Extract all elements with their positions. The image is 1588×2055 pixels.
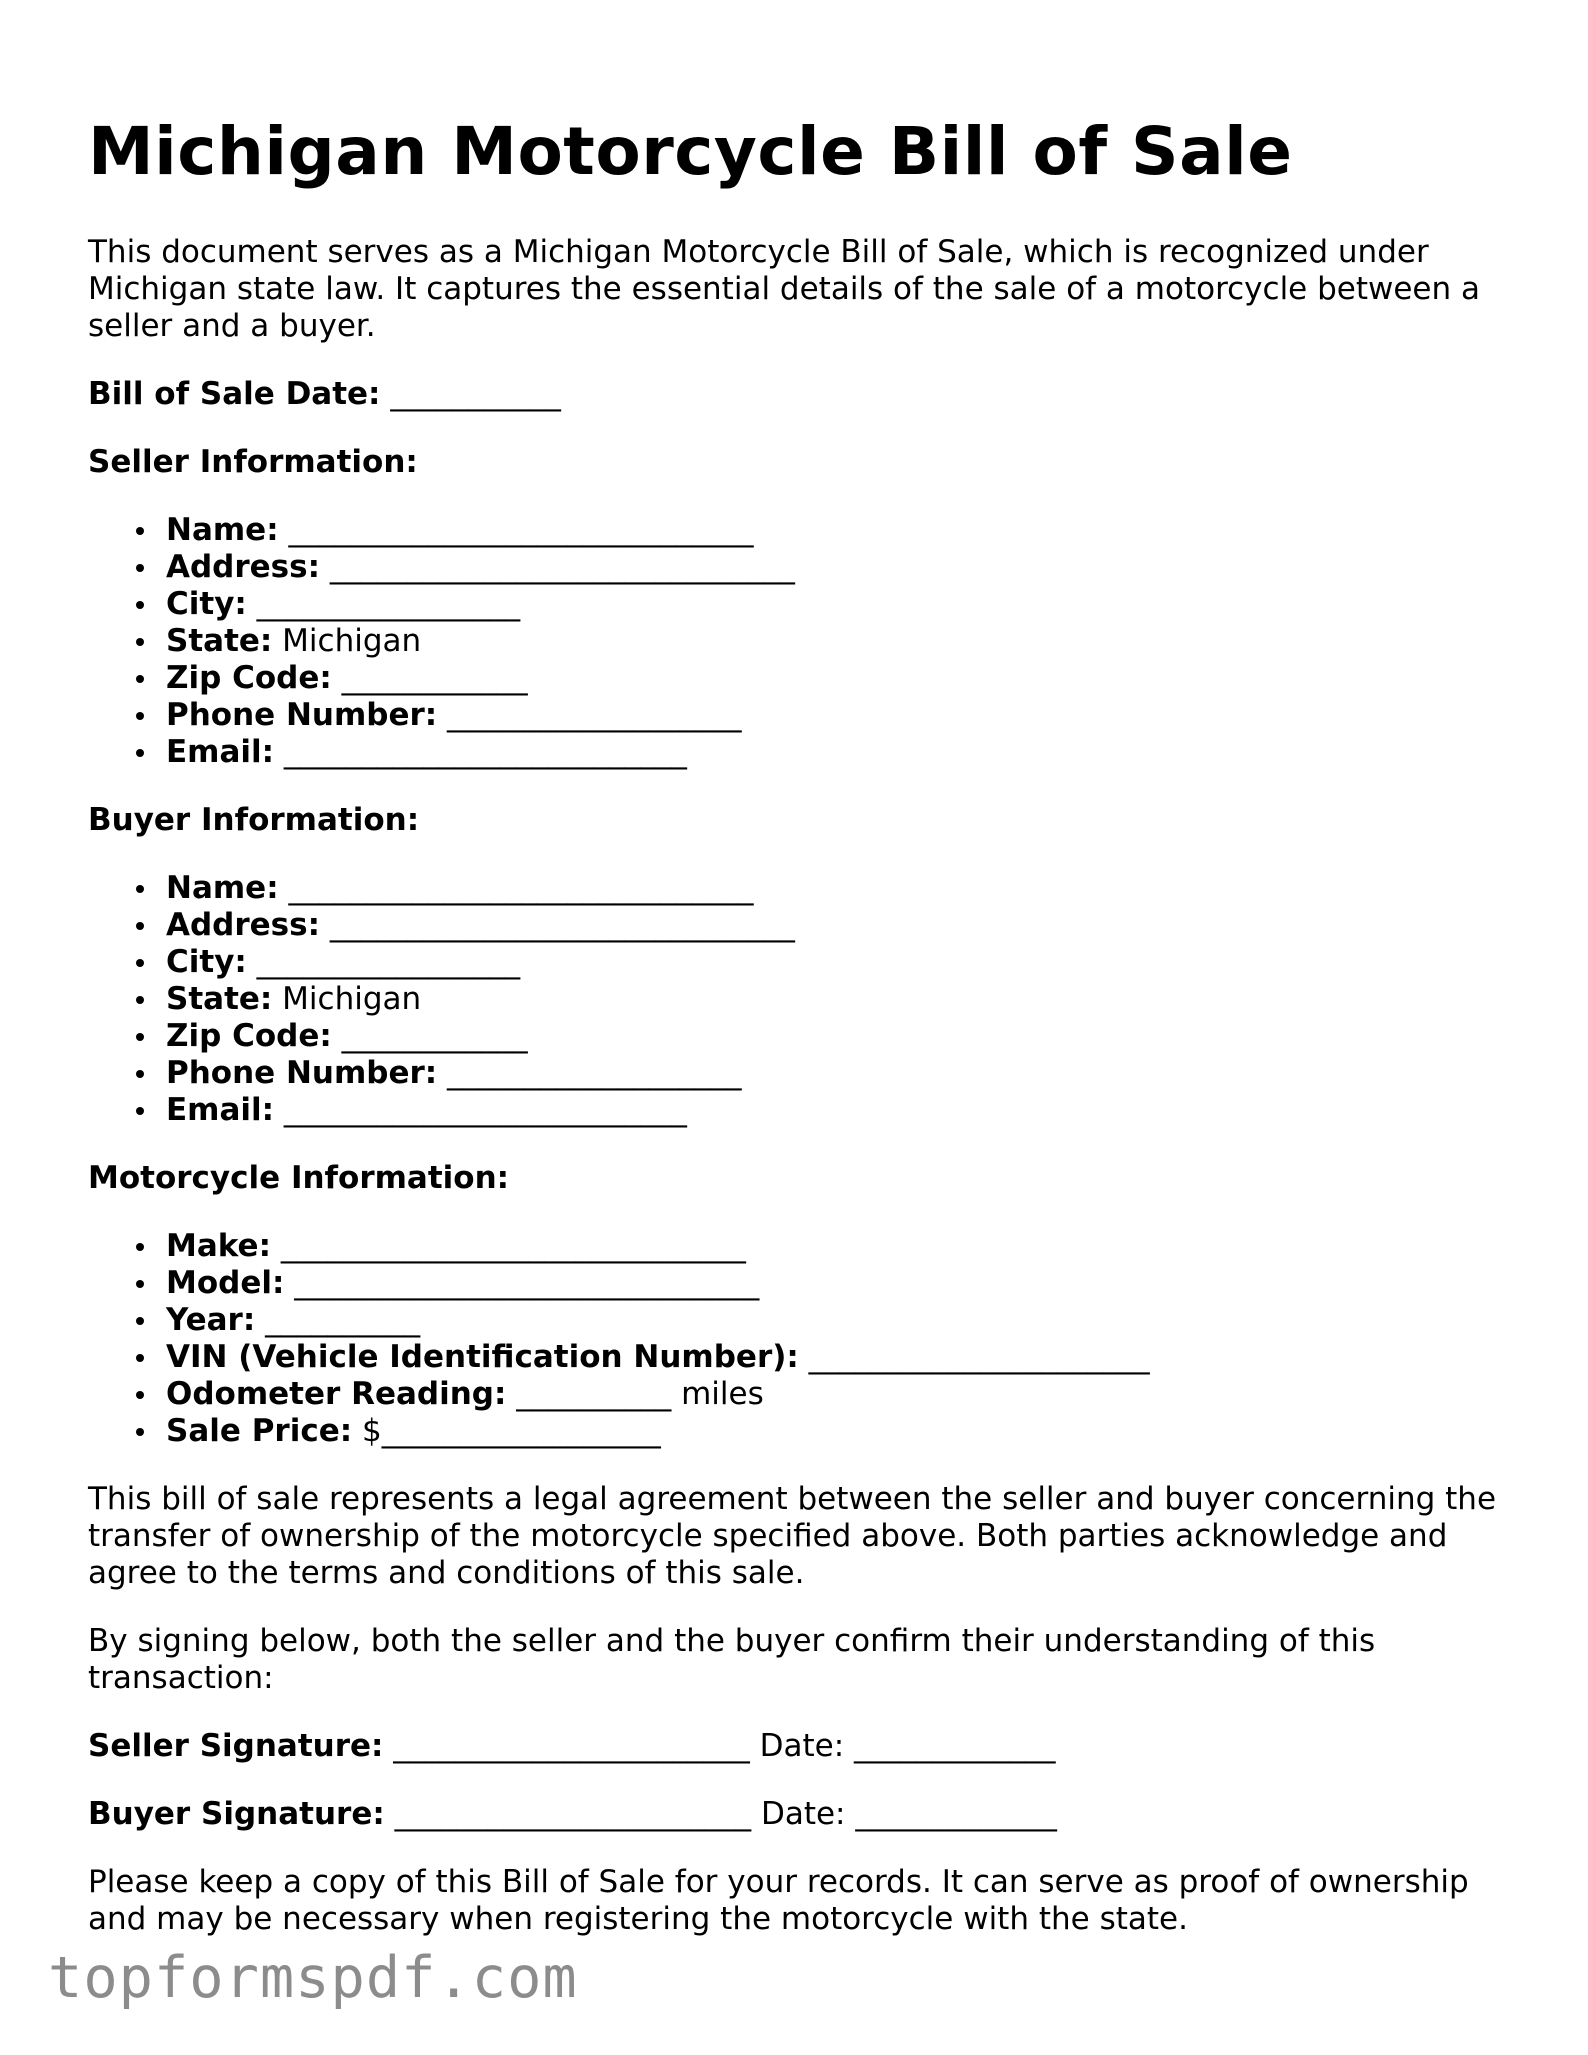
seller-signature-label: Seller Signature: — [88, 1728, 384, 1764]
field-value: ___________________ — [437, 1055, 742, 1091]
seller-phone-field — [166, 697, 1528, 734]
field-label: Odometer Reading: — [166, 1376, 507, 1412]
field-label: VIN (Vehicle Identification Number): — [166, 1339, 799, 1375]
buyer-city-field — [166, 944, 1528, 981]
field-label: Zip Code: — [166, 660, 332, 696]
field-label: Phone Number: — [166, 697, 438, 733]
field-label: Year: — [166, 1302, 256, 1338]
field-label: Model: — [166, 1265, 285, 1301]
field-label: Name: — [166, 870, 279, 906]
sale-date-field — [88, 376, 1528, 413]
seller-email-field — [166, 734, 1528, 771]
motorcycle-odometer-field — [166, 1376, 1528, 1413]
field-value: ______________________________ — [278, 512, 754, 548]
buyer-phone-field — [166, 1055, 1528, 1092]
field-label: Sale Price: — [166, 1413, 353, 1449]
document-title: Michigan Motorcycle Bill of Sale — [88, 113, 1293, 190]
field-value: _________________ — [246, 944, 521, 980]
buyer-email-field — [166, 1092, 1528, 1129]
seller-state-field — [166, 623, 1528, 660]
confirmation-paragraph: By signing below, both the seller and the buyer confirm their understanding of this transaction: — [88, 1623, 1376, 1696]
field-value: $__________________ — [352, 1413, 661, 1449]
field-value: __________ miles — [506, 1376, 764, 1412]
motorcycle-heading: Motorcycle Information: — [88, 1160, 510, 1196]
field-value: ______________________________ — [270, 1228, 746, 1264]
field-value: _________________ — [246, 586, 521, 622]
sale-date-blank: ___________ — [380, 376, 561, 412]
field-label: Email: — [166, 1092, 275, 1128]
agreement-paragraph: This bill of sale represents a legal agreement between the seller and buyer concerning the transfer of ownership of the motorcycle specified above. Both parties acknowledge and agree to the terms and conditions of this sale. — [88, 1481, 1497, 1591]
motorcycle-year-field — [166, 1302, 1528, 1339]
field-label: Make: — [166, 1228, 271, 1264]
buyer-heading: Buyer Information: — [88, 802, 420, 838]
buyer-state-field — [166, 981, 1528, 1018]
buyer-address-field — [166, 907, 1528, 944]
field-value: __________ — [255, 1302, 421, 1338]
site-watermark: topformspdf.com — [48, 1945, 578, 2011]
buyer-signature-line — [88, 1796, 1528, 1833]
field-label: City: — [166, 944, 247, 980]
seller-city-field — [166, 586, 1528, 623]
sale-date-label: Bill of Sale Date: — [88, 376, 381, 412]
field-value: ______________________________ — [320, 549, 795, 585]
motorcycle-vin-field — [166, 1339, 1528, 1376]
seller-address-field — [166, 549, 1528, 586]
field-value: ______________________ — [798, 1339, 1150, 1375]
field-value: ___________________ — [437, 697, 742, 733]
field-label: Email: — [166, 734, 275, 770]
field-value: Michigan — [272, 623, 422, 659]
buyer-field-list — [88, 870, 1528, 1129]
field-label: Phone Number: — [166, 1055, 438, 1091]
field-value: ______________________________ — [284, 1265, 760, 1301]
field-label: Zip Code: — [166, 1018, 332, 1054]
field-value: __________________________ — [274, 1092, 687, 1128]
buyer-signature-label: Buyer Signature: — [88, 1796, 385, 1832]
motorcycle-make-field — [166, 1228, 1528, 1265]
seller-name-field — [166, 512, 1528, 549]
field-value: ____________ — [331, 1018, 528, 1054]
motorcycle-price-field — [166, 1413, 1528, 1450]
motorcycle-model-field — [166, 1265, 1528, 1302]
field-label: Address: — [166, 907, 320, 943]
seller-signature-line — [88, 1728, 1528, 1765]
field-label: Address: — [166, 549, 320, 585]
field-label: City: — [166, 586, 247, 622]
field-value: Michigan — [272, 981, 422, 1017]
seller-zip-field — [166, 660, 1528, 697]
motorcycle-field-list — [88, 1228, 1528, 1450]
field-value: ______________________________ — [320, 907, 795, 943]
seller-heading: Seller Information: — [88, 444, 418, 480]
field-label: Name: — [166, 512, 279, 548]
buyer-zip-field — [166, 1018, 1528, 1055]
field-label: State: — [166, 981, 273, 1017]
document-page — [88, 108, 1528, 1938]
buyer-signature-blank: _______________________ Date: _____________ — [384, 1796, 1057, 1832]
intro-paragraph: This document serves as a Michigan Motorcycle Bill of Sale, which is recognized under Michigan state law. It captures the essential details of the sale of a motorcycle between a seller and a buyer. — [88, 234, 1481, 344]
field-value: ______________________________ — [278, 870, 754, 906]
seller-signature-blank: _______________________ Date: _____________ — [383, 1728, 1056, 1764]
seller-field-list — [88, 512, 1528, 771]
field-value: ____________ — [331, 660, 528, 696]
field-label: State: — [166, 623, 273, 659]
buyer-name-field — [166, 870, 1528, 907]
closing-paragraph: Please keep a copy of this Bill of Sale for your records. It can serve as proof of ownership and may be necessary when registering the motorcycle with the state. — [88, 1864, 1469, 1937]
field-value: __________________________ — [274, 734, 687, 770]
